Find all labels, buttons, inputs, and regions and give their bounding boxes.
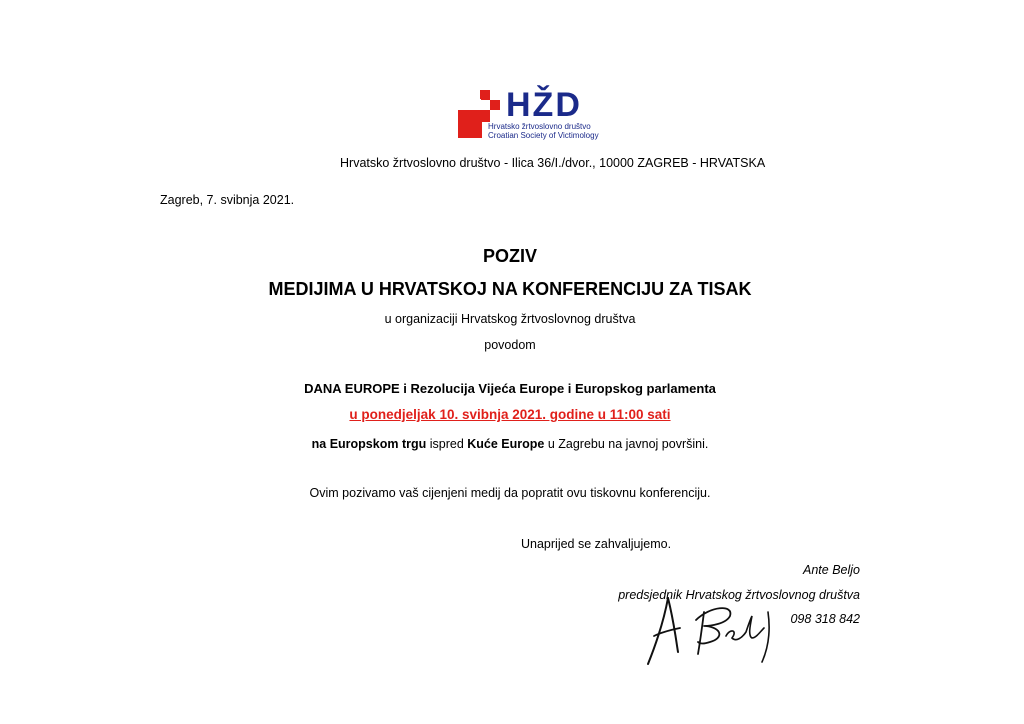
logo-square-4: [458, 110, 482, 138]
location-prefix: na: [311, 437, 330, 451]
hzd-logo: [458, 88, 608, 144]
handwritten-signature: [640, 592, 790, 672]
document-subtitle: MEDIJIMA U HRVATSKOJ NA KONFERENCIJU ZA TISAK: [268, 279, 752, 299]
location-place-building: Kuće Europe: [467, 437, 545, 451]
logo-square-1: [480, 90, 490, 100]
location-middle: ispred: [426, 437, 468, 451]
occasion-word: povodom: [484, 338, 536, 352]
letter-date: Zagreb, 7. svibnja 2021.: [160, 193, 295, 207]
location-place-square: Europskom trgu: [329, 437, 427, 451]
logo-square-3: [470, 100, 480, 110]
signatory-title: predsjednik Hrvatskog žrtvoslovnog društva: [618, 588, 860, 602]
organizer-line: u organizaciji Hrvatskog žrtvoslovnog društva: [384, 312, 636, 326]
thanks-line: Unaprijed se zahvaljujemo.: [521, 537, 672, 551]
document-title: POZIV: [482, 246, 537, 266]
logo-square-5: [482, 110, 490, 122]
logo-subtitle-en: Croatian Society of Victimology: [488, 131, 599, 140]
logo-subtitle-hr: Hrvatsko žrtvoslovno društvo: [488, 122, 591, 131]
logo-letters: HŽD: [506, 86, 582, 124]
signatory-phone: 098 318 842: [790, 612, 860, 626]
event-title: DANA EUROPE i Rezolucija Vijeća Europe i Europskog parlamenta: [304, 381, 716, 396]
event-location: [180, 437, 840, 451]
signatory-name: Ante Beljo: [803, 563, 860, 577]
event-datetime: u ponedjeljak 10. svibnja 2021. godine u 11:00 sati: [349, 407, 671, 422]
organization-address: Hrvatsko žrtvoslovno društvo - Ilica 36/I./dvor., 10000 ZAGREB - HRVATSKA: [340, 156, 766, 170]
location-suffix: u Zagrebu na javnoj površini.: [544, 437, 709, 451]
invitation-text: Ovim pozivamo vaš cijenjeni medij da popratit ovu tiskovnu konferenciju.: [309, 486, 711, 500]
logo-square-2: [490, 100, 500, 110]
